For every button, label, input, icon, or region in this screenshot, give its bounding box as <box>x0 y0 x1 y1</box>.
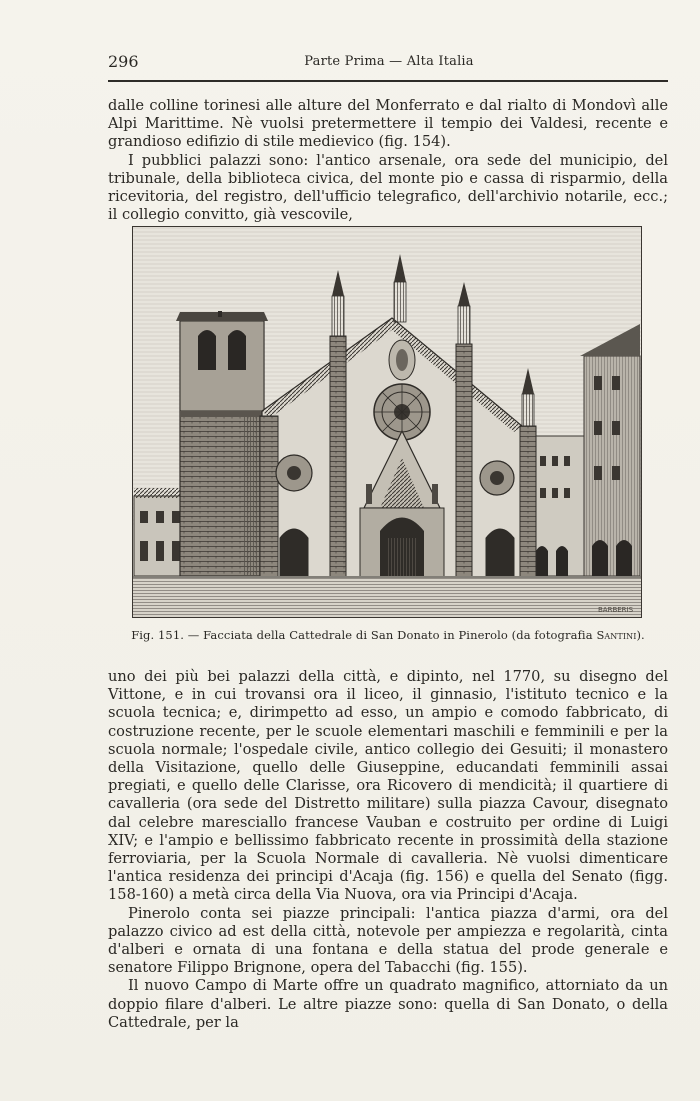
running-head <box>108 52 670 74</box>
paragraph: uno dei più bei palazzi della città, e dipinto, nel 1770, su disegno del Vittone, e in cui trovansi ora il liceo, il ginnasio, l'istituto tecnico e la scuola tecnica; e, dirimpetto ad esso, un ampio e comodo fabbricato, di costruzione recente, per le scuole elementari maschili e femminili e per la scuola normale; l'ospedale civile, antico collegio dei Gesuiti; il monastero della Visitazione, quello delle Giuseppine, educandati femminili assai pregiati, e quello delle Clarisse, ora Ricovero di mendicità; il quartiere di cavalleria (ora sede del Distretto militare) sulla piazza Cavour, disegnato dal celebre maresciallo francese Vauban e costruito per ordine di Luigi XIV; e l'ampio e bellissimo fabbricato recente in prossimità della stazione ferroviaria, per la Scuola Normale di cavalleria. Nè vuolsi dimenticare l'antica residenza dei principi d'Acaja (fig. 156) e quella del Senato (figg. 158-160) a metà circa della Via Nuova, ora via Principi d'Acaja. <box>108 668 668 904</box>
page-number: 296 <box>108 52 139 71</box>
paragraph: I pubblici palazzi sono: l'antico arsenale, ora sede del municipio, del tribunale, della biblioteca civica, del monte pio e cassa di risparmio, della ricevitoria, del registro, dell'ufficio telegrafico, dell'archivio notarile, ecc.; il collegio convitto, già vescovile, <box>108 151 668 224</box>
header-rule <box>108 80 668 82</box>
paragraph: dalle colline torinesi alle alture del Monferrato e dal rialto di Mondovì alle Alpi Marittime. Nè vuolsi pretermettere il tempio dei Valdesi, recente e grandioso edifizio di stile medievico (fig. 154). <box>108 97 668 151</box>
engraver-signature: BARBERIS <box>598 606 634 614</box>
figure-caption <box>108 628 668 642</box>
bell-tower <box>176 311 268 577</box>
text-block-bottom <box>108 668 668 1032</box>
cathedral-engraving <box>132 226 642 618</box>
paragraph: Pinerolo conta sei piazze principali: l'antica piazza d'armi, ora del palazzo civico ad est della città, notevole per ampiezza e regolarità, cinta d'alberi e ornata di una fontana e della statua del prode generale e senatore Filippo Brignone, opera del Tabacchi (fig. 155). <box>108 904 668 977</box>
text-block-top <box>108 97 668 224</box>
caption-credit: Santini <box>596 628 637 642</box>
paragraph: Il nuovo Campo di Marte offre un quadrato magnifico, attorniato da un doppio filare d'alberi. Le altre piazze sono: quella di San Donato, o della Cattedrale, per la <box>108 977 668 1031</box>
running-title: Parte Prima — Alta Italia <box>304 54 474 69</box>
caption-text: Fig. 151. — Facciata della Cattedrale di San Donato in Pinerolo (da fotografia <box>131 628 593 642</box>
caption-end: ). <box>636 628 645 642</box>
piazza <box>132 576 642 618</box>
